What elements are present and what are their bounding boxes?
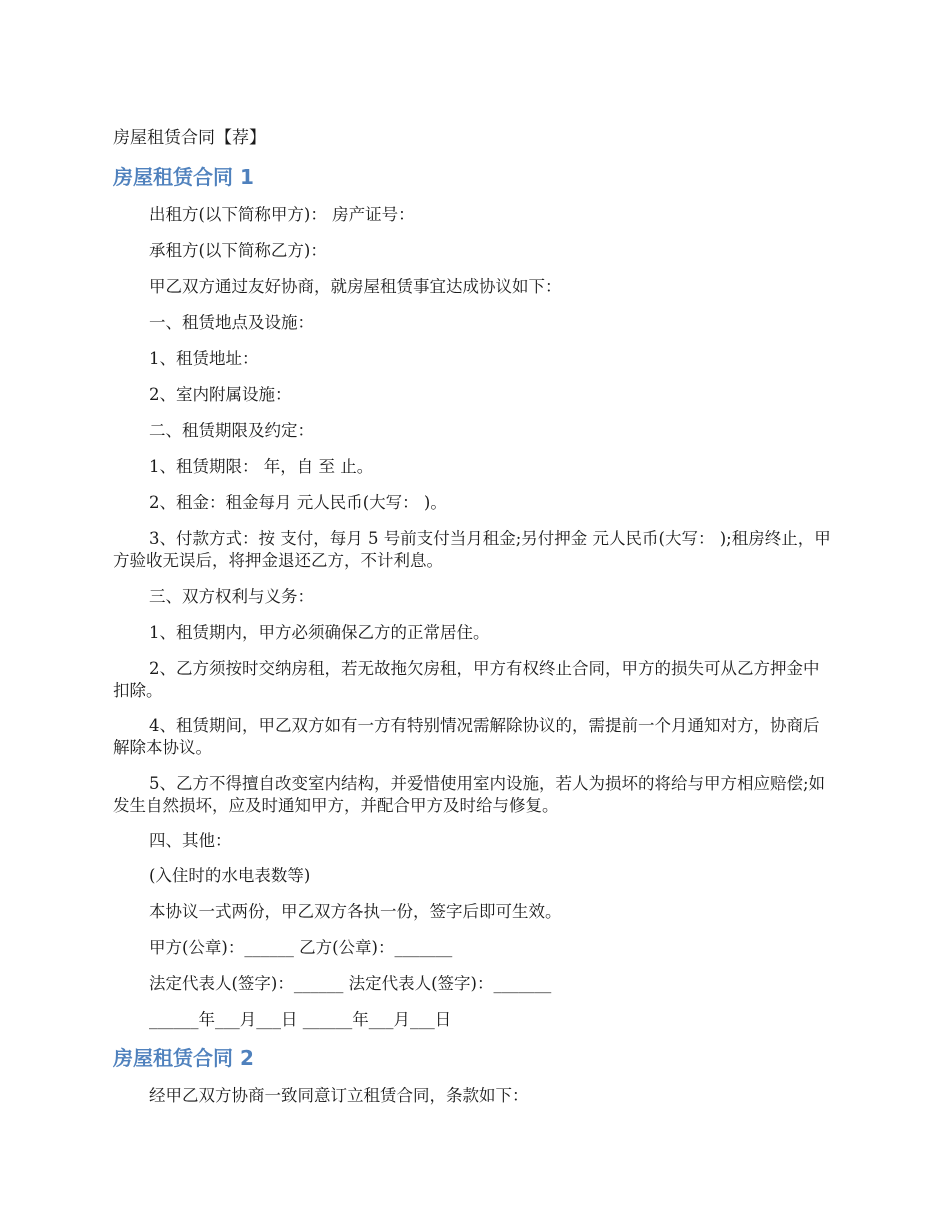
paragraph-copies: 本协议一式两份，甲乙双方各执一份，签字后即可生效。 — [149, 902, 562, 921]
paragraph-right-4: 4、租赁期间，甲乙双方如有一方有特别情况需解除协议的，需提前一个月通知对方，协商后解除本协议。 — [113, 716, 820, 757]
clause-heading-rights: 三、双方权利与义务： — [149, 587, 314, 606]
document-title: 房屋租赁合同【荐】 — [113, 128, 266, 148]
signature-seals: 甲方(公章)：______ 乙方(公章)：_______ — [149, 938, 453, 957]
paragraph-right-1: 1、租赁期内，甲方必须确保乙方的正常居住。 — [149, 623, 490, 642]
paragraph-lessor: 出租方(以下简称甲方)： 房产证号： — [149, 205, 415, 224]
signature-dates: ______年___月___日 ______年___月___日 — [149, 1010, 452, 1029]
clause-heading-other: 四、其他： — [149, 831, 232, 850]
paragraph-lease-term: 1、租赁期限： 年，自 至 止。 — [149, 457, 374, 476]
clause-heading-location: 一、租赁地点及设施： — [149, 313, 314, 332]
paragraph-contract2-intro: 经甲乙双方协商一致同意订立租赁合同，条款如下： — [149, 1086, 529, 1105]
section-heading-2: 房屋租赁合同 2 — [113, 1046, 254, 1070]
paragraph-address: 1、租赁地址： — [149, 349, 259, 368]
paragraph-facilities: 2、室内附属设施： — [149, 385, 292, 404]
clause-heading-term: 二、租赁期限及约定： — [149, 421, 314, 440]
paragraph-right-5: 5、乙方不得擅自改变室内结构，并爱惜使用室内设施，若人为损坏的将给与甲方相应赔偿;如发生自然损坏，应及时通知甲方，并配合甲方及时给与修复。 — [113, 774, 826, 815]
signature-representatives: 法定代表人(签字)：______ 法定代表人(签字)：_______ — [149, 974, 552, 993]
paragraph-rent: 2、租金：租金每月 元人民币(大写： )。 — [149, 493, 447, 512]
paragraph-meter-readings: (入住时的水电表数等) — [149, 866, 311, 885]
paragraph-payment-method: 3、付款方式：按 支付，每月 5 号前支付当月租金;另付押金 元人民币(大写： );租房终止，甲方验收无误后，将押金退还乙方，不计利息。 — [113, 529, 831, 570]
paragraph-agreement-intro: 甲乙双方通过友好协商，就房屋租赁事宜达成协议如下： — [149, 277, 562, 296]
paragraph-right-2: 2、乙方须按时交纳房租，若无故拖欠房租，甲方有权终止合同，甲方的损失可从乙方押金中扣除。 — [113, 659, 820, 700]
section-heading-1: 房屋租赁合同 1 — [113, 165, 254, 189]
paragraph-lessee: 承租方(以下简称乙方)： — [149, 241, 327, 260]
